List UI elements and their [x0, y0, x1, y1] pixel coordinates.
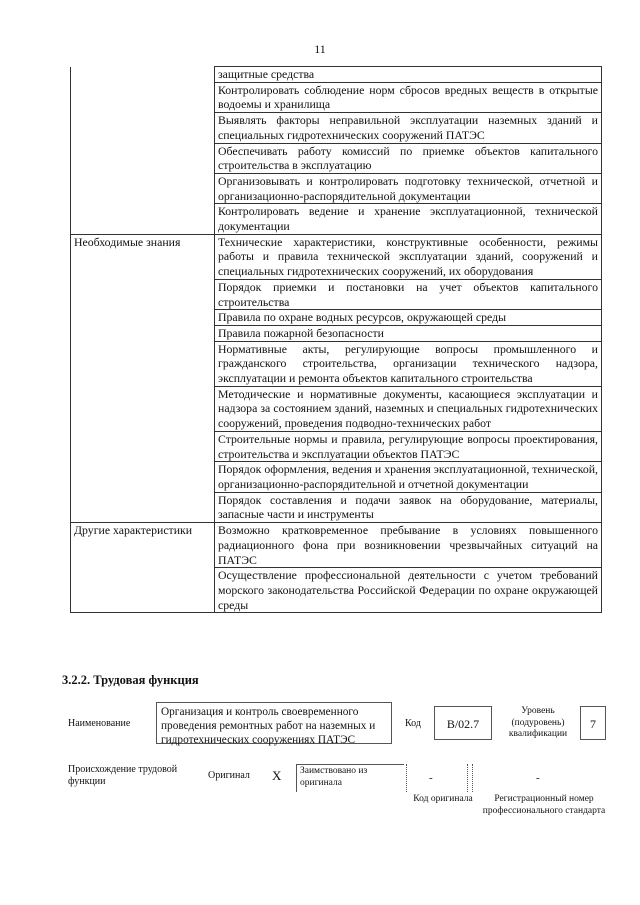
code-label: Код: [405, 718, 421, 729]
reg-number-box: [472, 764, 608, 792]
name-value: Организация и контроль своевременного проведения ремонтных работ на наземных и гидротехнических сооружениях ПАТЭС: [156, 702, 392, 744]
level-label: Уровень (подуровень) квалификации: [508, 706, 568, 739]
name-label: Наименование: [68, 718, 131, 729]
labor-function-row: [60, 700, 608, 750]
row-text: Возможно кратковременное пребывание в условиях повышенного радиационного фона при возникновении чрезвычайных ситуаций на ПАТЭС: [215, 523, 602, 568]
row-text: Порядок приемки и постановки на учет объектов капитального строительства: [215, 279, 602, 309]
row-text: Строительные нормы и правила, регулирующие вопросы проектирования, строительства и эксплуатации объектов ПАТЭС: [215, 431, 602, 461]
origin-label: Происхождение трудовой функции: [68, 764, 178, 787]
row-label: Необходимые знания: [71, 234, 215, 522]
row-text: Осуществление профессиональной деятельности с учетом требований морского законодательства Российской Федерации по охране окружающей среды: [215, 568, 602, 613]
original-mark: X: [272, 768, 282, 783]
row-text: Порядок оформления, ведения и хранения эксплуатационной, технической, организационно-распорядительной и отчетной документации: [215, 462, 602, 492]
borrowed-label: Заимствовано из оригинала: [296, 764, 404, 792]
row-text: Контролировать соблюдение норм сбросов вредных веществ в открытые водоемы и хранилища: [215, 82, 602, 112]
level-value: 7: [580, 706, 606, 740]
row-text: Нормативные акты, регулирующие вопросы промышленного и гражданского строительства, организации технического надзора, эксплуатации и ремонта объектов капитального строительства: [215, 341, 602, 386]
row-text: Обеспечивать работу комиссий по приемке объектов капитального строительства в эксплуатацию: [215, 143, 602, 173]
row-text: Правила пожарной безопасности: [215, 325, 602, 341]
row-label: Другие характеристики: [71, 523, 215, 613]
row-text: защитные средства: [215, 67, 602, 83]
row-label: [71, 67, 215, 235]
original-label: Оригинал: [208, 770, 250, 781]
row-text: Технические характеристики, конструктивные особенности, режимы работы и правила технической эксплуатации зданий, сооружений и специальных гидротехнических сооружений, их оборудования: [215, 234, 602, 279]
row-text: Правила по охране водных ресурсов, окружающей среды: [215, 310, 602, 326]
reg-number-caption: Регистрационный номер профессионального стандарта: [482, 794, 606, 816]
page-number: 11: [314, 42, 326, 56]
table-row: [71, 67, 602, 83]
code-original-caption: Код оригинала: [413, 794, 473, 804]
table-row: [71, 234, 602, 279]
origin-row: [60, 762, 608, 842]
row-text: Организовывать и контролировать подготовку технической, отчетной и организационно-распорядительной документации: [215, 173, 602, 203]
code-original-dash: -: [429, 772, 433, 784]
section-heading: 3.2.2. Трудовая функция: [62, 673, 199, 687]
code-original-box: [406, 764, 468, 792]
row-text: Выявлять факторы неправильной эксплуатации наземных зданий и специальных гидротехнических сооружений ПАТЭС: [215, 113, 602, 143]
row-text: Контролировать ведение и хранение эксплуатационной, технической документации: [215, 204, 602, 234]
row-text: Методические и нормативные документы, касающиеся эксплуатации и надзора за состоянием зданий, наземных и специальных гидротехнических сооружений, проведения подводно-технических работ: [215, 386, 602, 431]
table-row: [71, 523, 602, 568]
code-value: B/02.7: [434, 706, 492, 740]
requirements-table: [70, 66, 602, 613]
reg-number-dash: -: [536, 772, 540, 784]
row-text: Порядок составления и подачи заявок на оборудование, материалы, запасные части и инструменты: [215, 492, 602, 522]
